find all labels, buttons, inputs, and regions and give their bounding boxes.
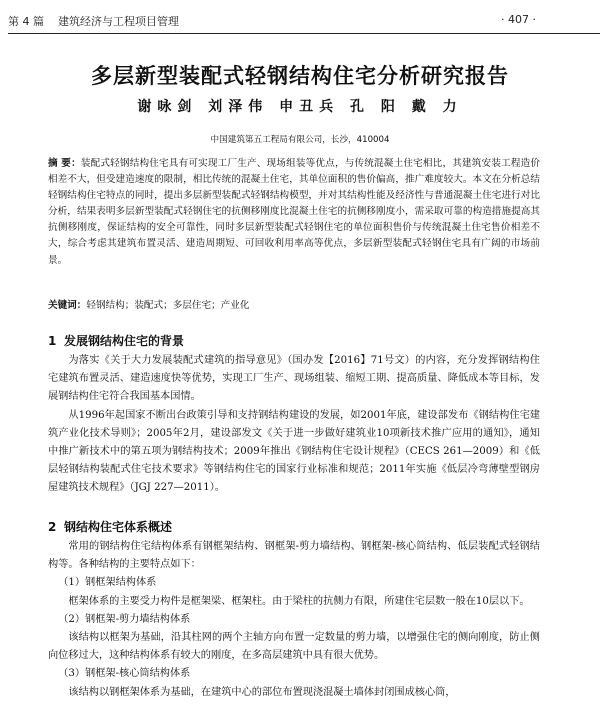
header-rule	[8, 33, 600, 34]
paragraph: 该结构以框架为基础，沿其柱网的两个主轴方向布置一定数量的剪力墙，以增强住宅的侧向刚度，防止侧向位移过大，这种结构体系有较大的刚度，在多高层建筑中具有很大优势。	[48, 632, 540, 662]
subsection-heading: （1）钢框架结构体系	[58, 577, 157, 589]
section-label: 建筑经济与工程项目管理	[58, 15, 179, 28]
keywords-label: 关键词：	[48, 300, 87, 311]
section-body-2	[48, 538, 540, 702]
running-header-left	[8, 13, 179, 29]
section-title: 钢结构住宅体系概述	[64, 520, 173, 534]
abstract-label: 摘 要：	[48, 158, 81, 169]
paper-title: 多层新型装配式轻钢结构住宅分析研究报告	[91, 64, 509, 88]
chapter-label: 第 4 篇	[8, 15, 44, 28]
paper-authors: 谢咏剑 刘泽伟 申丑兵 孔 阳 戴 力	[137, 99, 463, 115]
subsection-heading: （2）钢框架-剪力墙结构体系	[58, 613, 191, 625]
subsection-heading: （3）钢框架-核心筒结构体系	[58, 668, 191, 680]
running-header	[0, 0, 600, 40]
section-number: 2	[48, 520, 57, 534]
page-number: · 407 ·	[501, 13, 536, 26]
abstract	[48, 156, 540, 269]
paragraph: 为落实《关于大力发展装配式建筑的指导意见》（国办发【2016】71号文）的内容，充分发挥钢结构住宅建筑布置灵活、建造速度快等优势，实现工厂生产、现场组装、缩短工期、提高质量、降低成本等目标，发展钢结构住宅符合我国基本国情。	[48, 355, 540, 403]
section-number: 1	[48, 334, 57, 348]
section-title: 发展钢结构住宅的背景	[64, 334, 185, 348]
section-heading-2	[48, 518, 172, 535]
paragraph: 从1996年起国家不断出台政策引导和支持钢结构建设的发展，如2001年底，建设部发布《钢结构住宅建筑产业化技术导则》；2005年2月，建设部发文《关于进一步做好建筑业10项新技术推广应用的通知》，通知中推广新技术中的第五项为钢结构技术；2009年推出《钢结构住宅设计规程》（CECS 261—2009）和《低层轻钢结构装配式住宅技术要求》等钢结构住宅的国家行业标准和规范；2011年实施《低层冷弯薄壁型钢房屋建筑技术规程》（JGJ 227—2011）。	[48, 409, 540, 494]
section-heading-1	[48, 332, 184, 349]
abstract-text: 装配式轻钢结构住宅具有可实现工厂生产、现场组装等优点，与传统混凝土住宅相比，其建筑安装工程造价相差不大，但受建造速度的限制，相比传统的混凝土住宅，其单位面积的售价偏高，推广难度较大。本文在分析总结轻钢结构住宅特点的同时，提出多层新型装配式轻钢结构模型，并对其结构性能及经济性与普通混凝土住宅进行对比分析，结果表明多层新型装配式轻钢住宅的抗侧移刚度比混凝土住宅的抗侧移刚度小，需采取可靠的构造措施提高其抗侧移刚度，保证结构的安全可靠性，同时多层新型装配式轻钢住宅的单位面积售价与传统混凝土住宅售价相差不大，综合考虑其建筑布置灵活、建造周期短、可回收利用率高等优点，多层新型装配式轻钢住宅具有广阔的市场前景。	[48, 158, 540, 266]
paragraph: 该结构以钢框架体系为基础，在建筑中心的部位布置现浇混凝土墙体封闭围成核心筒，	[68, 686, 456, 698]
section-body-1	[48, 352, 540, 498]
paragraph: 框架体系的主要受力构件是框架梁、框架柱。由于梁柱的抗侧力有限，所建住宅层数一般在10层以下。	[68, 595, 530, 607]
paragraph: 常用的钢结构住宅结构体系有钢框架结构、钢框架-剪力墙结构、钢框架-核心筒结构、低层装配式轻钢结构等。各种结构的主要特点如下：	[48, 541, 540, 571]
keywords	[48, 298, 540, 314]
author-affiliation: 中国建筑第五工程局有限公司，长沙，410004	[210, 135, 390, 145]
keywords-text: 轻钢结构；装配式；多层住宅；产业化	[86, 300, 250, 311]
